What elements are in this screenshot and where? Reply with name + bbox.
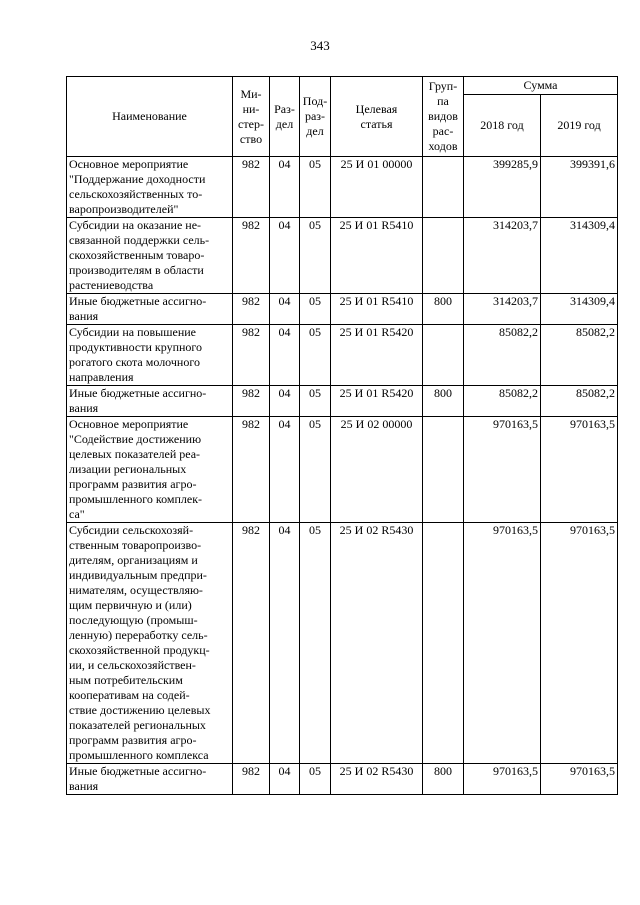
cell-sum-2018: 314203,7 — [464, 218, 541, 294]
cell-ministry: 982 — [233, 294, 270, 325]
cell-ministry: 982 — [233, 157, 270, 218]
table-row — [67, 764, 618, 795]
cell-section: 04 — [270, 325, 300, 386]
cell-group — [423, 523, 464, 764]
cell-target: 25 И 01 R5410 — [331, 218, 423, 294]
cell-name: Иные бюджетные ассигно- вания — [67, 294, 233, 325]
cell-section: 04 — [270, 157, 300, 218]
cell-target: 25 И 01 R5420 — [331, 386, 423, 417]
cell-section: 04 — [270, 417, 300, 523]
cell-section: 04 — [270, 764, 300, 795]
cell-subsection: 05 — [300, 294, 331, 325]
cell-subsection: 05 — [300, 157, 331, 218]
cell-section: 04 — [270, 523, 300, 764]
cell-sum-2019: 85082,2 — [541, 325, 618, 386]
cell-group — [423, 157, 464, 218]
cell-sum-2018: 314203,7 — [464, 294, 541, 325]
cell-sum-2019: 970163,5 — [541, 417, 618, 523]
cell-sum-2019: 970163,5 — [541, 523, 618, 764]
cell-group: 800 — [423, 386, 464, 417]
cell-group: 800 — [423, 294, 464, 325]
cell-subsection: 05 — [300, 523, 331, 764]
cell-name: Субсидии на оказание не- связанной поддержки сель- скохозяйственным товаро- производителям в области растениеводства — [67, 218, 233, 294]
cell-name: Основное мероприятие "Содействие достижению целевых показателей реа- лизации региональных программ развития агро- промышленного комплек- са" — [67, 417, 233, 523]
cell-sum-2019: 314309,4 — [541, 218, 618, 294]
cell-section: 04 — [270, 386, 300, 417]
cell-ministry: 982 — [233, 417, 270, 523]
cell-subsection: 05 — [300, 218, 331, 294]
header-sum: Сумма — [464, 77, 618, 95]
cell-ministry: 982 — [233, 523, 270, 764]
cell-target: 25 И 01 00000 — [331, 157, 423, 218]
header-section: Раз- дел — [270, 77, 300, 157]
table-row — [67, 523, 618, 764]
header-name: Наименование — [67, 77, 233, 157]
cell-group — [423, 417, 464, 523]
page-number: 343 — [310, 38, 330, 53]
cell-subsection: 05 — [300, 764, 331, 795]
cell-subsection: 05 — [300, 325, 331, 386]
cell-sum-2019: 314309,4 — [541, 294, 618, 325]
cell-name: Иные бюджетные ассигно- вания — [67, 386, 233, 417]
table-row — [67, 325, 618, 386]
cell-target: 25 И 02 R5430 — [331, 764, 423, 795]
cell-sum-2019: 399391,6 — [541, 157, 618, 218]
header-ministry: Ми- ни- стер- ство — [233, 77, 270, 157]
cell-sum-2018: 85082,2 — [464, 325, 541, 386]
cell-group — [423, 218, 464, 294]
cell-sum-2019: 85082,2 — [541, 386, 618, 417]
table-row — [67, 386, 618, 417]
cell-subsection: 05 — [300, 386, 331, 417]
table-row — [67, 218, 618, 294]
cell-name: Субсидии на повышение продуктивности крупного рогатого скота молочного направления — [67, 325, 233, 386]
cell-subsection: 05 — [300, 417, 331, 523]
cell-ministry: 982 — [233, 325, 270, 386]
cell-sum-2018: 970163,5 — [464, 764, 541, 795]
header-year-2019: 2019 год — [541, 95, 618, 157]
table-row — [67, 417, 618, 523]
cell-section: 04 — [270, 294, 300, 325]
cell-name: Субсидии сельскохозяй- ственным товаропроизво- дителям, организациям и индивидуальным предпри- нимателям, осуществляю- щим первичную и (или) последующую (промыш- ленную) переработку сель- скохозяйственной продукц- ии, и сельскохозяйствен- ным потребительским кооперативам на содей- ствие достижению целевых показателей региональных программ развития агро- промышленного комплекса — [67, 523, 233, 764]
table-body — [67, 157, 618, 795]
cell-target: 25 И 02 R5430 — [331, 523, 423, 764]
cell-group — [423, 325, 464, 386]
cell-name: Иные бюджетные ассигно- вания — [67, 764, 233, 795]
cell-ministry: 982 — [233, 764, 270, 795]
cell-target: 25 И 01 R5410 — [331, 294, 423, 325]
cell-ministry: 982 — [233, 386, 270, 417]
cell-target: 25 И 02 00000 — [331, 417, 423, 523]
cell-sum-2018: 970163,5 — [464, 523, 541, 764]
cell-section: 04 — [270, 218, 300, 294]
header-group: Груп- па видов рас- ходов — [423, 77, 464, 157]
cell-group: 800 — [423, 764, 464, 795]
cell-name: Основное мероприятие "Поддержание доходности сельскохозяйственных то- варопроизводителей" — [67, 157, 233, 218]
cell-sum-2018: 85082,2 — [464, 386, 541, 417]
budget-table — [66, 76, 618, 795]
cell-sum-2019: 970163,5 — [541, 764, 618, 795]
header-subsection: Под- раз- дел — [300, 77, 331, 157]
table-row — [67, 294, 618, 325]
header-target: Целевая статья — [331, 77, 423, 157]
cell-target: 25 И 01 R5420 — [331, 325, 423, 386]
cell-sum-2018: 399285,9 — [464, 157, 541, 218]
cell-ministry: 982 — [233, 218, 270, 294]
header-year-2018: 2018 год — [464, 95, 541, 157]
cell-sum-2018: 970163,5 — [464, 417, 541, 523]
table-row — [67, 157, 618, 218]
